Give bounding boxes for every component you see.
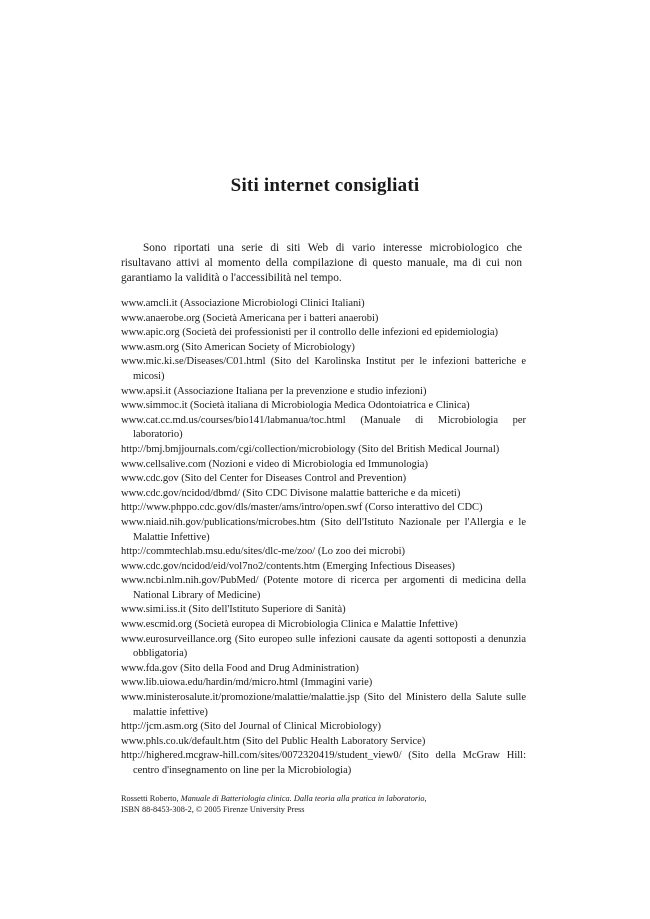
site-entry: www.lib.uiowa.edu/hardin/md/micro.html (Immagini varie)	[121, 677, 373, 689]
site-entry: www.simi.iss.it (Sito dell'Istituto Superiore di Sanità)	[121, 604, 346, 616]
citation-author: Rossetti Roberto,	[121, 794, 179, 803]
site-entry: www.cdc.gov/ncidod/eid/vol7no2/contents.htm (Emerging Infectious Diseases)	[121, 560, 455, 572]
site-entry: http://jcm.asm.org (Sito del Journal of Clinical Microbiology)	[121, 721, 381, 733]
site-entry: www.apsi.it (Associazione Italiana per la prevenzione e studio infezioni)	[121, 385, 427, 397]
site-entry: www.niaid.nih.gov/publications/microbes.htm (Sito dell'Istituto Nazionale per l'Allergia e le Malattie Infettive)	[121, 516, 526, 543]
citation-line	[121, 794, 541, 805]
site-entry: www.asm.org (Sito American Society of Microbiology)	[121, 341, 355, 353]
site-entry: www.cdc.gov/ncidod/dbmd/ (Sito CDC Divisone malattie batteriche e da miceti)	[121, 487, 461, 499]
citation-book-title: Manuale di Batteriologia clinica. Dalla teoria alla pratica in laboratorio,	[180, 794, 427, 803]
site-entry: www.cellsalive.com (Nozioni e video di Microbiologia ed Immunologia)	[121, 458, 428, 470]
site-list	[121, 297, 526, 779]
site-entry: http://highered.mcgraw-hill.com/sites/0072320419/student_view0/ (Sito della McGraw Hill: centro d'insegnamento on line per la Microbiologia)	[121, 750, 526, 776]
site-entry: http://www.phppo.cdc.gov/dls/master/ams/intro/open.swf (Corso interattivo del CDC)	[121, 502, 483, 514]
site-entry: www.eurosurveillance.org (Sito europeo sulle infezioni causate da agenti sottoposti a denunzia obbligatoria)	[121, 633, 526, 660]
site-entry: http://commtechlab.msu.edu/sites/dlc-me/zoo/ (Lo zoo dei microbi)	[121, 546, 406, 558]
site-entry: www.phls.co.uk/default.htm (Sito del Public Health Laboratory Service)	[121, 735, 426, 747]
site-entry: www.mic.ki.se/Diseases/C01.html (Sito del Karolinska Institut per le infezioni batteriche e micosi)	[121, 356, 526, 382]
site-entry: www.fda.gov (Sito della Food and Drug Administration)	[121, 662, 359, 674]
site-entry: http://bmj.bmjjournals.com/cgi/collection/microbiology (Sito del British Medical Journal)	[121, 443, 500, 455]
site-entry: www.anaerobe.org (Società Americana per i batteri anaerobi)	[121, 312, 379, 324]
citation-isbn: ISBN 88-8453-308-2, © 2005 Firenze University Press	[121, 804, 305, 814]
site-entry: www.cdc.gov (Sito del Center for Diseases Control and Prevention)	[121, 473, 407, 485]
intro-paragraph: Sono riportati una serie di siti Web di vario interesse microbiologico che risultavano attivi al momento della compilazione di questo manuale, ma di cui non garantiamo la validità o l'accessibilità nel tempo.	[121, 242, 522, 284]
site-entry: www.apic.org (Società dei professionisti per il controllo delle infezioni ed epidemiologia)	[121, 327, 499, 339]
site-entry: www.escmid.org (Società europea di Microbiologia Clinica e Malattie Infettive)	[121, 619, 458, 631]
site-entry: www.amcli.it (Associazione Microbiologi Clinici Italiani)	[121, 298, 365, 309]
site-entry: www.cat.cc.md.us/courses/bio141/labmanua/toc.html (Manuale di Microbiologia per laboratorio)	[121, 414, 526, 441]
site-entry: www.simmoc.it (Società italiana di Microbiologia Medica Odontoiatrica e Clinica)	[121, 400, 470, 412]
site-entry: www.ncbi.nlm.nih.gov/PubMed/ (Potente motore di ricerca per argomenti di medicina della National Library of Medicine)	[121, 575, 526, 601]
page-title: Siti internet consigliati	[230, 174, 420, 196]
site-entry: www.ministerosalute.it/promozione/malattie/malattie.jsp (Sito del Ministero della Salute sulle malattie infettive)	[121, 692, 526, 718]
footer-citation	[121, 794, 541, 815]
